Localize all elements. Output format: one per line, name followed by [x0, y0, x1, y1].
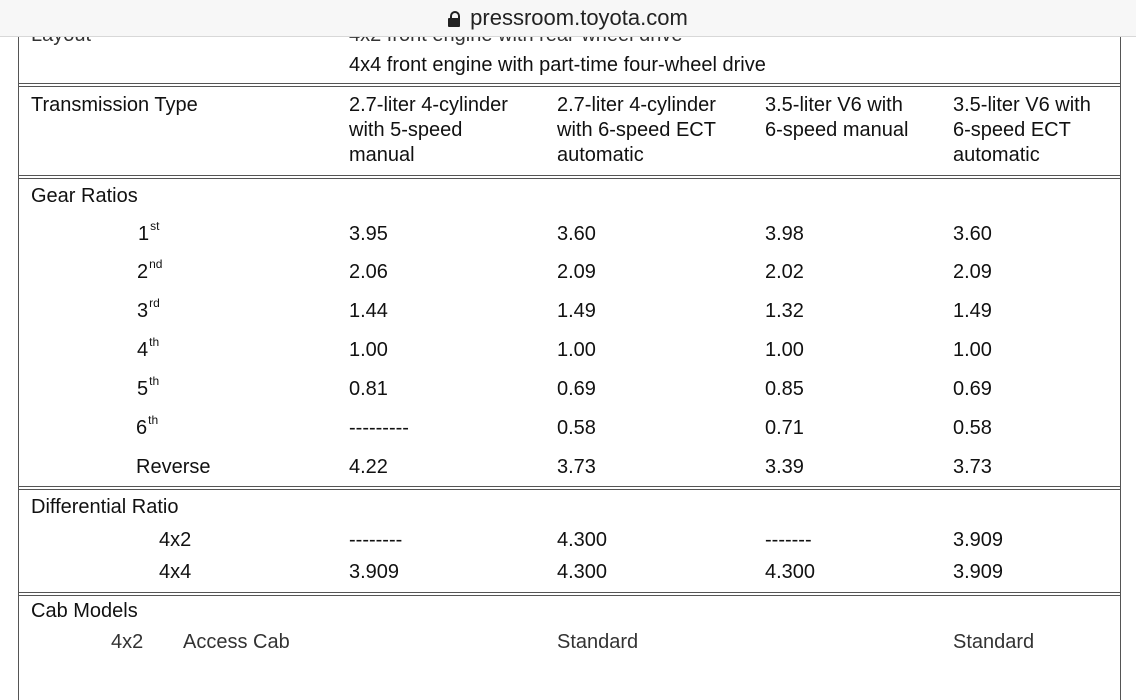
transmission-col-1: 2.7-liter 4-cylinder with 5-speed manual [349, 94, 508, 166]
gear-value: 2.02 [765, 261, 804, 283]
gear-value: 3.60 [953, 223, 992, 245]
gear-label: Reverse [136, 456, 211, 478]
row-divider [18, 83, 1120, 84]
gear-value: 2.09 [953, 261, 992, 283]
transmission-col-2: 2.7-liter 4-cylinder with 6-speed ECT automatic [557, 94, 716, 166]
url-text[interactable]: pressroom.toyota.com [470, 5, 688, 30]
row-divider [18, 175, 1120, 176]
drive-label: 4x2 [159, 529, 192, 551]
gear-value: 1.49 [953, 300, 992, 322]
address-bar[interactable] [0, 0, 1136, 37]
differential-value: -------- [349, 529, 403, 551]
gear-value: 3.73 [557, 456, 596, 478]
gear-label: 3rd [137, 296, 160, 322]
gear-value: 1.00 [557, 339, 596, 361]
transmission-label: Transmission Type [31, 94, 198, 116]
row-divider [18, 592, 1120, 593]
gear-label: 5th [137, 374, 160, 400]
differential-value: 3.909 [953, 561, 1004, 583]
cab-value: Standard [953, 631, 1035, 653]
gear-value: 3.73 [953, 456, 992, 478]
gear-value: 3.60 [557, 223, 596, 245]
gear-value: 0.85 [765, 378, 804, 400]
layout-value-4x4: 4x4 front engine with part-time four-wheel drive [349, 54, 766, 76]
differential-value: 4.300 [765, 561, 816, 583]
row-divider [18, 86, 1120, 87]
row-divider [18, 486, 1120, 487]
differential-label: Differential Ratio [31, 496, 179, 518]
gear-value: 1.00 [765, 339, 804, 361]
gear-label: 4th [137, 335, 160, 361]
transmission-col-4: 3.5-liter V6 with 6-speed ECT automatic [953, 94, 1091, 166]
gear-value: 3.39 [765, 456, 804, 478]
gear-value: 0.58 [557, 417, 596, 439]
gear-value: --------- [349, 417, 409, 439]
gear-label: 2nd [137, 257, 163, 283]
differential-value: 4.300 [557, 561, 608, 583]
cab-type-label: Access Cab [183, 631, 290, 653]
gear-value: 1.44 [349, 300, 388, 322]
row-divider [18, 178, 1120, 179]
gear-value: 1.00 [349, 339, 388, 361]
gear-value: 2.09 [557, 261, 596, 283]
gear-value: 2.06 [349, 261, 388, 283]
gear-value: 1.32 [765, 300, 804, 322]
gear-value: 0.58 [953, 417, 992, 439]
gear-label: 1st [138, 219, 160, 245]
differential-value: 3.909 [349, 561, 400, 583]
cab-value: Standard [557, 631, 639, 653]
gear-value: 0.81 [349, 378, 388, 400]
gear-value: 1.00 [953, 339, 992, 361]
row-divider [18, 595, 1120, 596]
gear-value: 0.69 [953, 378, 992, 400]
cab-models-label: Cab Models [31, 600, 138, 622]
gear-value: 3.98 [765, 223, 804, 245]
gear-value: 4.22 [349, 456, 388, 478]
differential-value: 3.909 [953, 529, 1004, 551]
transmission-col-3: 3.5-liter V6 with 6-speed manual [765, 94, 909, 141]
gear-label: 6th [136, 413, 159, 439]
gear-value: 0.71 [765, 417, 804, 439]
differential-value: 4.300 [557, 529, 608, 551]
gear-value: 0.69 [557, 378, 596, 400]
lock-icon [448, 11, 460, 27]
gear-value: 1.49 [557, 300, 596, 322]
row-divider [18, 489, 1120, 490]
cab-drive-label: 4x2 [111, 631, 144, 653]
differential-value: ------- [765, 529, 812, 551]
drive-label: 4x4 [159, 561, 192, 583]
gear-value: 3.95 [349, 223, 388, 245]
gear-ratios-label: Gear Ratios [31, 185, 138, 207]
